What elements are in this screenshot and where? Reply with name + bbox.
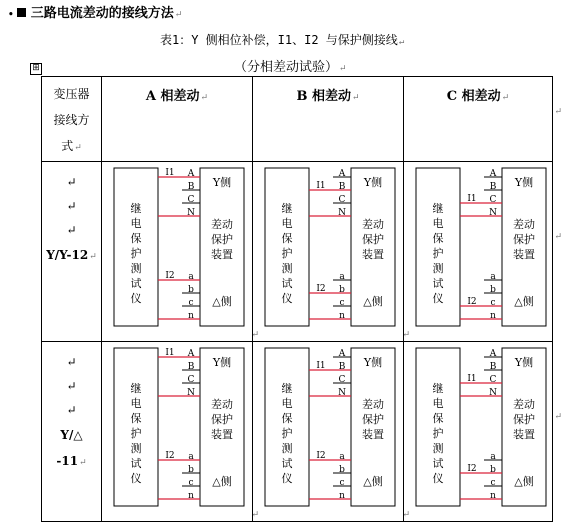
i1-label: I1 <box>316 361 326 371</box>
device-label-line: 装置 <box>211 248 233 261</box>
device-label-line: 装置 <box>362 248 384 261</box>
delta-side-label: △侧 <box>212 295 232 308</box>
device-label-line: 差动 <box>513 218 535 231</box>
diagram-cell: 继 电 保 护 测 试 仪 Y侧 差动 保护 装置 △侧 A B C N a b c n I1 I2 ↵ <box>404 342 553 522</box>
tester-label-char: 护 <box>281 427 293 440</box>
terminal-letter-upper: C <box>338 375 346 385</box>
terminal-letter-upper: B <box>187 182 195 192</box>
i2-label: I2 <box>467 297 477 307</box>
terminal-letter-lower: n <box>339 491 345 501</box>
empty-line-mark: ↵ <box>66 379 77 393</box>
terminal-letter-upper: B <box>338 362 346 372</box>
tester-label-char: 电 <box>130 397 142 410</box>
terminal-letter-lower: c <box>339 298 345 308</box>
table-caption <box>160 31 404 48</box>
terminal-letter-upper: A <box>338 169 346 179</box>
row-label-cell <box>42 342 102 522</box>
wiring-diagram <box>253 162 403 337</box>
tester-label-char: 电 <box>281 397 293 410</box>
delta-side-label: △侧 <box>363 295 383 308</box>
y-side-label: Y侧 <box>363 356 383 369</box>
diagram-cell: 继 电 保 护 测 试 仪 Y侧 差动 保护 装置 △侧 A B C N a b c n I1 I2 ↵ <box>404 162 553 342</box>
i2-label: I2 <box>316 451 326 461</box>
y-side-label: Y侧 <box>212 356 232 369</box>
device-label-line: 装置 <box>362 428 384 441</box>
terminal-letter-lower: b <box>490 285 496 295</box>
delta-side-label: △侧 <box>514 475 534 488</box>
tester-label-char: 保 <box>281 232 293 245</box>
tester-label-char: 仪 <box>281 472 293 485</box>
wiring-diagram <box>102 162 252 337</box>
device-label-line: 差动 <box>513 398 535 411</box>
tester-label-char: 继 <box>281 202 293 215</box>
device-label-line: 差动 <box>211 218 233 231</box>
terminal-letter-upper: C <box>338 195 346 205</box>
tester-label-char: 试 <box>281 457 293 470</box>
y-side-label: Y侧 <box>363 176 383 189</box>
header-cell-phase-b: B 相差动↵ <box>253 77 404 162</box>
empty-line-mark: ↵ <box>66 199 77 213</box>
tester-label-char: 保 <box>432 232 444 245</box>
device-label-line: 保护 <box>513 233 535 246</box>
tester-label-char: 电 <box>432 217 444 230</box>
diagram-cell: 继 电 保 护 测 试 仪 Y侧 差动 保护 装置 △侧 A B C N a b c n I1 I2 ↵ <box>102 162 253 342</box>
square-bullet-icon <box>17 8 26 17</box>
terminal-letter-lower: a <box>188 272 194 282</box>
section-title: 三路电流差动的接线方法 <box>30 6 174 21</box>
tester-label-char: 电 <box>281 217 293 230</box>
tester-label-char: 测 <box>130 262 142 275</box>
i1-label: I1 <box>467 194 477 204</box>
tester-label-char: 仪 <box>281 292 293 305</box>
device-label-line: 装置 <box>211 428 233 441</box>
row-label: Y/Y-12↵ <box>46 248 97 262</box>
empty-line-mark: ↵ <box>66 403 77 417</box>
terminal-letter-lower: n <box>490 311 496 321</box>
terminal-letter-lower: c <box>188 298 194 308</box>
tester-label-char: 试 <box>281 277 293 290</box>
terminal-letter-upper: N <box>338 388 346 398</box>
i1-label: I1 <box>165 168 175 178</box>
table-header-row <box>42 77 553 162</box>
terminal-letter-upper: C <box>489 195 497 205</box>
table-row <box>42 162 553 342</box>
table-subcaption <box>234 56 347 75</box>
y-side-label: Y侧 <box>514 356 534 369</box>
terminal-letter-lower: n <box>339 311 345 321</box>
tester-label-char: 继 <box>432 382 444 395</box>
section-heading <box>8 2 182 21</box>
row-label-cell <box>42 162 102 342</box>
header-line: 式↵ <box>61 139 82 153</box>
terminal-letter-lower: c <box>188 478 194 488</box>
tester-label-char: 护 <box>130 247 142 260</box>
delta-side-label: △侧 <box>514 295 534 308</box>
i1-label: I1 <box>467 374 477 384</box>
i2-label: I2 <box>467 464 477 474</box>
device-label-line: 保护 <box>513 413 535 426</box>
wiring-diagram <box>102 342 252 517</box>
wiring-diagram <box>404 162 552 337</box>
paragraph-mark-icon: ↵ <box>174 10 183 20</box>
terminal-letter-lower: a <box>188 452 194 462</box>
caption-text: 表1：Y 侧相位补偿，I1、I2 与保护侧接线 <box>160 33 398 47</box>
device-label-line: 差动 <box>362 398 384 411</box>
empty-line-mark: ↵ <box>66 175 77 189</box>
bullet-icon: • <box>8 10 14 20</box>
terminal-letter-lower: b <box>188 285 194 295</box>
terminal-letter-lower: c <box>490 478 496 488</box>
terminal-letter-upper: A <box>187 349 195 359</box>
terminal-letter-lower: b <box>188 465 194 475</box>
tester-label-char: 试 <box>130 277 142 290</box>
header-cell-phase-c: C 相差动↵ ↵ <box>404 77 553 162</box>
device-label-line: 差动 <box>362 218 384 231</box>
i2-label: I2 <box>165 271 175 281</box>
terminal-letter-upper: A <box>489 349 497 359</box>
i1-label: I1 <box>316 181 326 191</box>
tester-label-char: 保 <box>130 232 142 245</box>
header-line: 接线方 <box>53 113 90 127</box>
diagram-cell: 继 电 保 护 测 试 仪 Y侧 差动 保护 装置 △侧 A B C N a b c n I1 I2 ↵ <box>253 342 404 522</box>
tester-label-char: 测 <box>432 442 444 455</box>
delta-side-label: △侧 <box>363 475 383 488</box>
tester-label-char: 测 <box>130 442 142 455</box>
row-label: Y/△ <box>60 428 83 442</box>
y-side-label: Y侧 <box>514 176 534 189</box>
terminal-letter-upper: N <box>489 388 497 398</box>
wiring-table <box>41 76 562 522</box>
empty-line-mark: ↵ <box>66 223 77 237</box>
wiring-diagram <box>404 342 552 517</box>
i1-label: I1 <box>165 348 175 358</box>
tester-label-char: 护 <box>432 427 444 440</box>
i2-label: I2 <box>316 284 326 294</box>
tester-label-char: 试 <box>130 457 142 470</box>
terminal-letter-lower: a <box>490 272 496 282</box>
device-label-line: 装置 <box>513 248 535 261</box>
tester-label-char: 继 <box>432 202 444 215</box>
tester-label-char: 护 <box>281 247 293 260</box>
table-move-handle-icon[interactable]: ⊞ <box>30 63 42 75</box>
terminal-letter-upper: A <box>489 169 497 179</box>
y-side-label: Y侧 <box>212 176 232 189</box>
table-row <box>42 342 553 522</box>
device-label-line: 保护 <box>211 233 233 246</box>
diagram-cell: 继 电 保 护 测 试 仪 Y侧 差动 保护 装置 △侧 A B C N a b c n I1 I2 ↵ <box>102 342 253 522</box>
terminal-letter-upper: N <box>187 388 195 398</box>
tester-label-char: 测 <box>432 262 444 275</box>
terminal-letter-upper: C <box>489 375 497 385</box>
header-line: 变压器 <box>53 87 90 101</box>
tester-label-char: 保 <box>432 412 444 425</box>
row-label: -11↵ <box>56 454 87 468</box>
terminal-letter-upper: N <box>489 208 497 218</box>
terminal-letter-lower: b <box>339 465 345 475</box>
terminal-letter-upper: C <box>187 375 195 385</box>
terminal-letter-lower: n <box>188 491 194 501</box>
subcaption-text: （分相差动试验） <box>234 60 339 75</box>
terminal-letter-upper: N <box>338 208 346 218</box>
tester-label-char: 继 <box>281 382 293 395</box>
i2-label: I2 <box>165 451 175 461</box>
delta-side-label: △侧 <box>212 475 232 488</box>
terminal-letter-upper: B <box>338 182 346 192</box>
device-label-line: 保护 <box>362 413 384 426</box>
device-label-line: 保护 <box>211 413 233 426</box>
device-label-line: 装置 <box>513 428 535 441</box>
header-cell-phase-a: A 相差动↵ <box>102 77 253 162</box>
tester-label-char: 护 <box>130 427 142 440</box>
tester-label-char: 测 <box>281 262 293 275</box>
terminal-letter-lower: n <box>490 491 496 501</box>
terminal-letter-lower: a <box>339 452 345 462</box>
wiring-diagram <box>253 342 403 517</box>
terminal-letter-upper: B <box>489 362 497 372</box>
terminal-letter-upper: B <box>489 182 497 192</box>
tester-label-char: 继 <box>130 382 142 395</box>
header-cell-connection-type <box>42 77 102 162</box>
paragraph-mark-icon: ↵ <box>398 37 405 47</box>
tester-label-char: 测 <box>281 442 293 455</box>
terminal-letter-lower: b <box>339 285 345 295</box>
tester-label-char: 护 <box>432 247 444 260</box>
tester-label-char: 试 <box>432 457 444 470</box>
terminal-letter-upper: B <box>187 362 195 372</box>
tester-label-char: 继 <box>130 202 142 215</box>
paragraph-mark-icon: ↵ <box>339 64 347 74</box>
diagram-cell: 继 电 保 护 测 试 仪 Y侧 差动 保护 装置 △侧 A B C N a b c n I1 I2 ↵ <box>253 162 404 342</box>
tester-label-char: 电 <box>432 397 444 410</box>
terminal-letter-lower: c <box>339 478 345 488</box>
tester-label-char: 仪 <box>130 292 142 305</box>
tester-label-char: 试 <box>432 277 444 290</box>
terminal-letter-lower: b <box>490 465 496 475</box>
device-label-line: 差动 <box>211 398 233 411</box>
tester-label-char: 保 <box>130 412 142 425</box>
empty-line-mark: ↵ <box>66 355 77 369</box>
device-label-line: 保护 <box>362 233 384 246</box>
tester-label-char: 电 <box>130 217 142 230</box>
tester-label-char: 保 <box>281 412 293 425</box>
terminal-letter-upper: A <box>338 349 346 359</box>
terminal-letter-lower: n <box>188 311 194 321</box>
tester-label-char: 仪 <box>432 472 444 485</box>
terminal-letter-lower: a <box>339 272 345 282</box>
terminal-letter-upper: A <box>187 169 195 179</box>
terminal-letter-lower: a <box>490 452 496 462</box>
terminal-letter-lower: c <box>490 298 496 308</box>
terminal-letter-upper: N <box>187 208 195 218</box>
tester-label-char: 仪 <box>130 472 142 485</box>
terminal-letter-upper: C <box>187 195 195 205</box>
tester-label-char: 仪 <box>432 292 444 305</box>
